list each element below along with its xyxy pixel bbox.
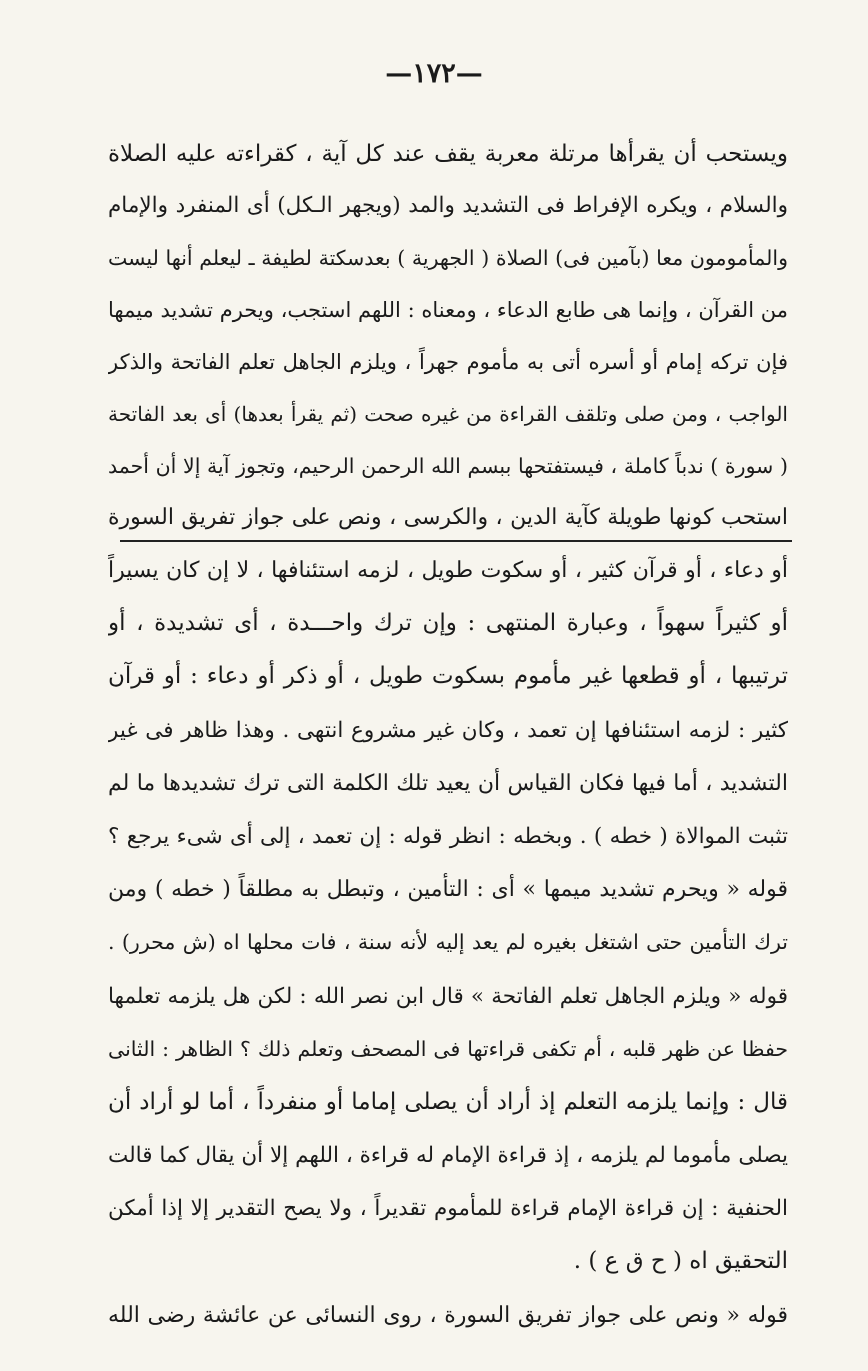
main-text-line: فإن تركه إمام أو أسره أتى به مأموم جهراً ، ويلزم الجاهل تعلم الفاتحة والذكر [108,350,788,374]
footnote-line: قال : وإنما يلزمه التعلم إذ أراد أن يصلى إماما أو منفرداً ، أما لو أراد أن [108,1088,788,1115]
footnote-line: أو دعاء ، أو قرآن كثير ، أو سكوت طويل ، لزمه استئنافها ، لا إن كان يسيراً [108,558,788,583]
footnote-line: الحنفية : إن قراءة الإمام قراءة للمأموم تقديراً ، ولا يصح التقدير إلا إذا أمكن [108,1196,788,1222]
footnote-line: قوله « ونص على جواز تفريق السورة ، روى النسائى عن عائشة رضى الله [108,1302,788,1328]
footnote-line: أو كثيراً سهواً ، وعبارة المنتهى : وإن ترك واحـــدة ، أى تشديدة ، أو [108,610,788,637]
main-text-line: ( سورة ) ندباً كاملة ، فيستفتحها ببسم الله الرحمن الرحيم، وتجوز آية إلا أن أحمد [108,454,788,478]
main-text-line: الواجب ، ومن صلى وتلقف القراءة من غيره صحت (ثم يقرأ بعدها) أى بعد الفاتحة [108,402,788,426]
footnote-line: قوله « ويلزم الجاهل تعلم الفاتحة » قال ابن نصر الله : لكن هل يلزمه تعلمها [108,983,788,1009]
page-number: —١٧٢— [385,58,483,89]
footnote-line: حفظا عن ظهر قلبه ، أم تكفى قراءتها فى المصحف وتعلم ذلك ؟ الظاهر : الثانى [108,1036,788,1061]
footnote-line: قوله « ويحرم تشديد ميمها » أى : التأمين ، وتبطل به مطلقاً ( خطه ) ومن [108,877,788,903]
main-text-line: والمأمومون معا (بآمين فى) الصلاة ( الجهرية ) بعدسكتة لطيفة ـ ليعلم أنها ليست [108,246,788,270]
footnotes [108,544,788,1342]
footnote-line: التحقيق اه ( ح ق ع ) . [573,1248,788,1275]
main-text-line: ويستحب أن يقرأها مرتلة معربة يقف عند كل آية ، كقراءته عليه الصلاة [108,141,788,167]
footnote-divider [120,540,792,542]
main-text-line: من القرآن ، وإنما هى طابع الدعاء ، ومعناه : اللهم استجب، ويحرم تشديد ميمها [108,298,788,322]
main-text [108,128,788,544]
footnote-line: يصلى مأموما لم يلزمه ، إذ قراءة الإمام له قراءة ، اللهم إلا أن يقال كما قالت [108,1143,788,1169]
footnote-line: التشديد ، أما فيها فكان القياس أن يعيد تلك الكلمة التى ترك تشديدها ما لم [108,770,788,796]
main-text-line: استحب كونها طويلة كآية الدين ، والكرسى ، ونص على جواز تفريق السورة [108,505,788,530]
footnote-line: كثير : لزمه استئنافها إن تعمد ، وكان غير مشروع انتهى . وهذا ظاهر فى غير [108,717,788,743]
footnote-line: ترتيبها ، أو قطعها غير مأموم بسكوت طويل ، أو ذكر أو دعاء : أو قرآن [108,663,788,690]
main-text-line: والسلام ، ويكره الإفراط فى التشديد والمد (ويجهر الـكل) أى المنفرد والإمام [108,193,788,218]
footnote-line: تثبت الموالاة ( خطه ) . وبخطه : انظر قوله : إن تعمد ، إلى أى شىء يرجع ؟ [108,823,788,849]
footnote-line: ترك التأمين حتى اشتغل بغيره لم يعد إليه لأنه سنة ، فات محلها اه (ش محرر) . [108,930,788,955]
